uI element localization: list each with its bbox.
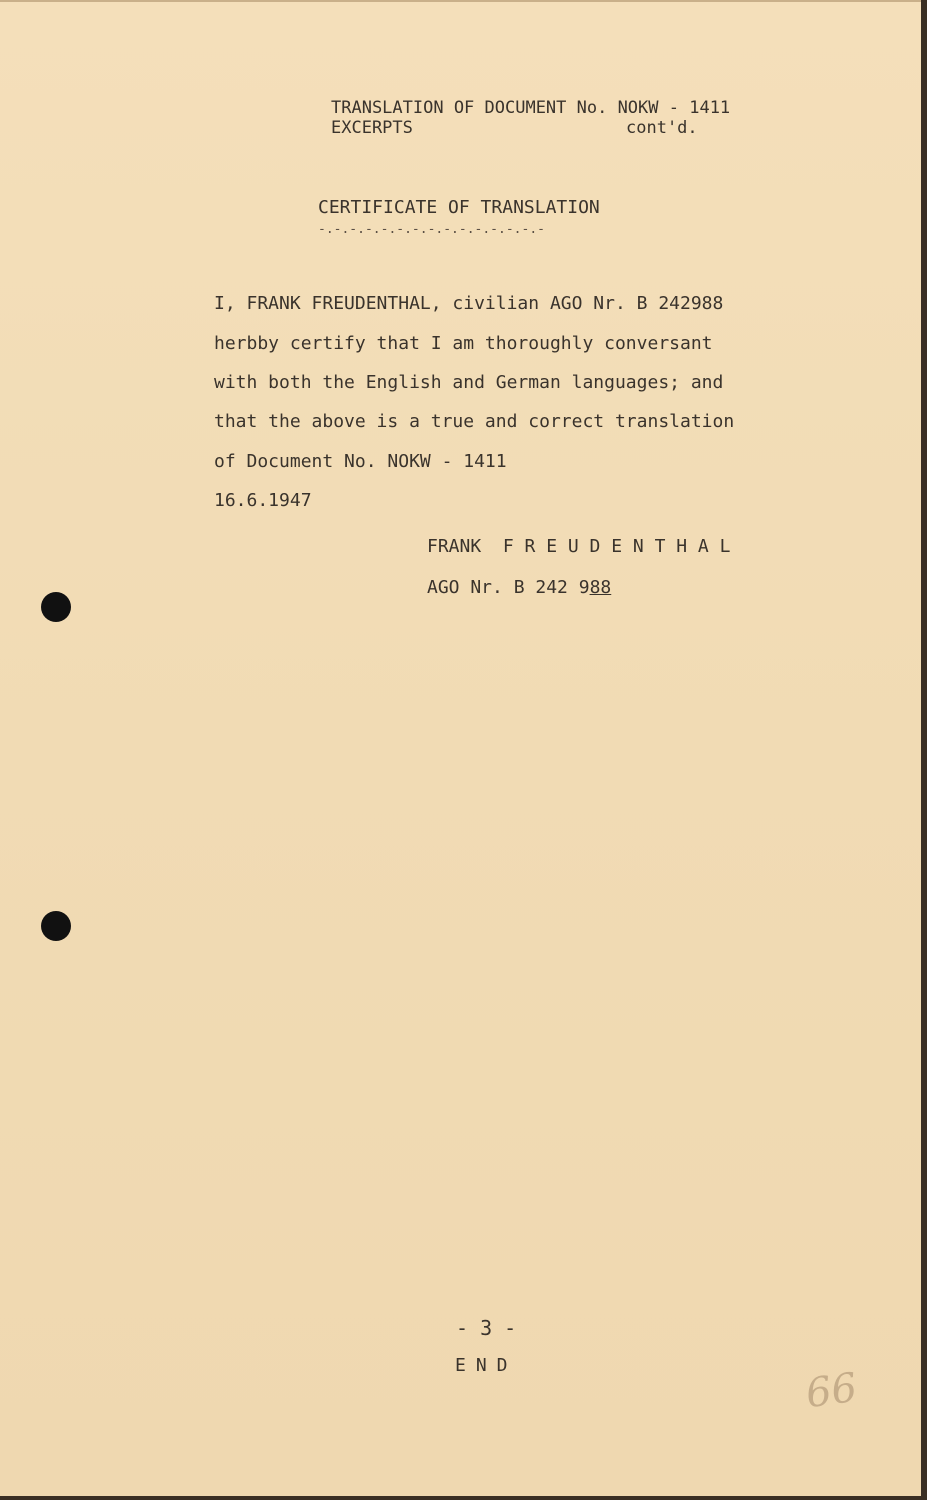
certificate-title-rule: -.-.-.-.-.-.-.-.-.-.-.-.-.-.- <box>318 222 545 237</box>
page-number: - 3 - <box>456 1316 517 1340</box>
end-marker: END <box>455 1355 518 1376</box>
right-edge <box>921 0 927 1500</box>
punch-hole-lower <box>41 911 71 941</box>
handwritten-page-number: 66 <box>803 1364 860 1418</box>
signature-name: FRANK F R E U D E N T H A L <box>427 536 731 557</box>
certificate-date: 16.6.1947 <box>214 490 312 511</box>
top-edge <box>0 0 927 2</box>
certificate-body-line-1: I, FRANK FREUDENTHAL, civilian AGO Nr. B 242988 <box>214 293 724 314</box>
bottom-edge <box>0 1496 927 1500</box>
certificate-title: CERTIFICATE OF TRANSLATION <box>318 197 600 218</box>
signature-ago-underlined: 88 <box>589 577 612 598</box>
certificate-body-line-5: of Document No. NOKW - 1411 <box>214 451 507 472</box>
certificate-body-line-3: with both the English and German languages; and <box>214 372 724 393</box>
certificate-body-line-4: that the above is a true and correct translation <box>214 411 735 432</box>
certificate-body-line-2: herbby certify that I am thoroughly conversant <box>214 333 713 354</box>
header-title: TRANSLATION OF DOCUMENT No. NOKW - 1411 <box>331 98 731 118</box>
header-contd: cont'd. <box>626 118 698 138</box>
punch-hole-upper <box>41 592 71 622</box>
signature-ago-main: AGO Nr. B 242 9 <box>427 577 590 598</box>
signature-ago <box>427 578 611 598</box>
header-excerpts: EXCERPTS <box>331 118 413 138</box>
